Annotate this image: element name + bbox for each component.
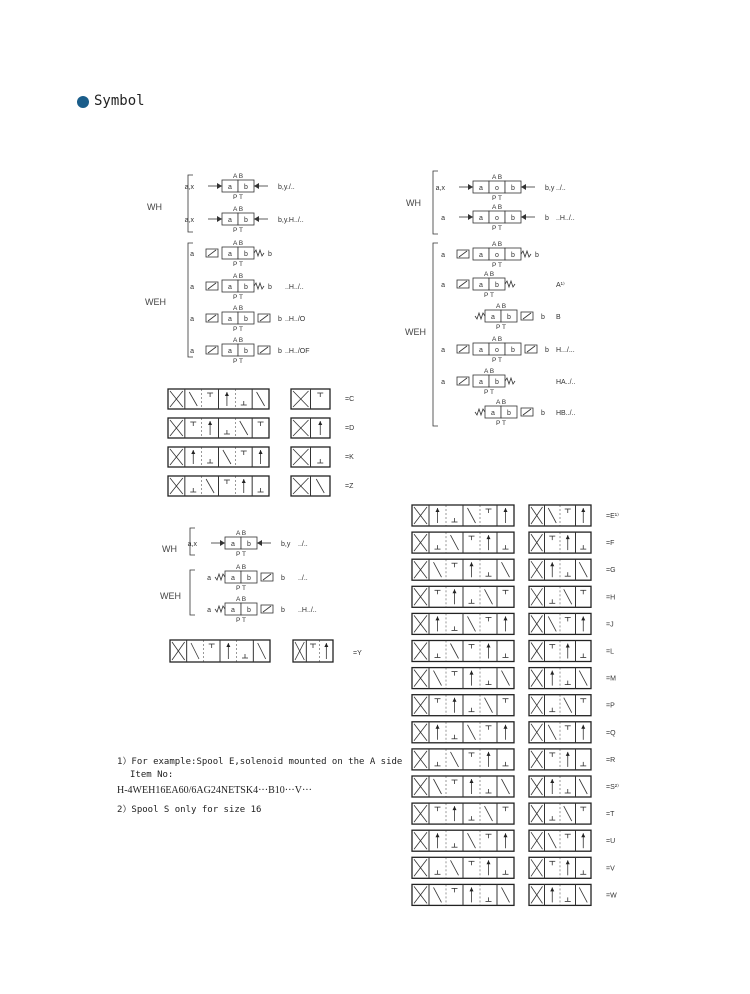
actuator-a-label: a (190, 316, 194, 323)
valve-box-label: b (244, 217, 248, 224)
symbol-code-label: ..H../.. (556, 215, 575, 222)
spool-right-small (529, 613, 591, 634)
port-label-ab: A B (235, 596, 247, 603)
symbol-code-label: ../.. (285, 184, 295, 191)
actuator-b-label: b,y (545, 185, 555, 192)
spool-code-label: =J (606, 621, 614, 629)
valve-box-label: b (511, 252, 515, 259)
spring-icon (215, 606, 225, 612)
valve-box-label: b (247, 575, 251, 582)
port-label-ab: A B (491, 241, 503, 248)
valve-box-label: a (479, 379, 483, 386)
valve-box-label: a (479, 347, 483, 354)
symbol-code-label: ..H../.. (285, 217, 304, 224)
port-label-pt: P T (492, 195, 502, 202)
valve-box-label: a (491, 314, 495, 321)
arrow-icon (468, 214, 473, 220)
port-label-pt: P T (233, 261, 243, 268)
spool-y-small (293, 640, 333, 662)
valve-box-label: o (495, 347, 499, 354)
spool-right-main (412, 505, 514, 526)
spool-right-main (412, 586, 514, 607)
port-label-pt: P T (233, 358, 243, 365)
actuator-a-label: a (190, 251, 194, 258)
valve-box-label: a (479, 215, 483, 222)
spool-right-small (529, 559, 591, 580)
actuator-a-label: a (207, 607, 211, 614)
arrow-icon (254, 216, 259, 222)
actuator-b-label: b (545, 347, 549, 354)
actuator-a-label: a (190, 284, 194, 291)
arrow-icon (257, 540, 262, 546)
symbol-code-label: ..H../.. (285, 284, 304, 291)
spool-left-main (168, 476, 269, 496)
spool-code-label: =H (606, 594, 616, 602)
spool-right-small (529, 668, 591, 689)
spool-right-main (412, 884, 514, 905)
spool-code-label: =G (606, 567, 616, 575)
spring-icon (254, 250, 264, 256)
valve-box-label: a (231, 607, 235, 614)
valve-box-label: a (228, 251, 232, 258)
spool-right-main (412, 722, 514, 743)
port-label-ab: A B (495, 303, 507, 310)
valve-box-label: a (491, 410, 495, 417)
valve-b-weh-1 (207, 564, 308, 592)
spool-right-small (529, 505, 591, 526)
port-label-ab: A B (491, 204, 503, 211)
spool-code-label: =V (606, 865, 615, 873)
valve-b-weh-2 (207, 596, 317, 624)
spool-left-small (291, 389, 330, 409)
spool-right-small (529, 830, 591, 851)
valve-box-label: b (244, 316, 248, 323)
symbol-code-label: ..H../OF (285, 348, 310, 355)
spring-icon (521, 251, 531, 257)
item-number-code: H-4WEH16EA60/6AG24NETSK4···B10···V··· (117, 785, 312, 796)
spool-right-main (412, 641, 514, 662)
valve-box-label: b (244, 184, 248, 191)
valve-wh-1 (185, 173, 295, 201)
spool-right-main (412, 857, 514, 878)
spool-y-main (170, 640, 270, 662)
symbol-code-label: HA../.. (556, 379, 576, 386)
port-label-pt: P T (236, 551, 246, 558)
spring-icon (475, 313, 485, 319)
spool-right-small (529, 722, 591, 743)
spool-right-main (412, 559, 514, 580)
spool-right-small (529, 695, 591, 716)
spool-right-small (529, 586, 591, 607)
valve-box-label: b (507, 410, 511, 417)
valve-weh-3 (190, 305, 306, 333)
spool-right-main (412, 668, 514, 689)
spool-code-label: =W (606, 892, 617, 900)
arrow-icon (521, 184, 526, 190)
valve-r-weh-4 (441, 336, 575, 364)
symbol-code-label: A¹⁾ (556, 282, 565, 289)
arrow-icon (521, 214, 526, 220)
port-label-pt: P T (233, 294, 243, 301)
bracket-weh-right (433, 243, 438, 426)
port-label-pt: P T (233, 194, 243, 201)
actuator-b-label: b,y (278, 184, 288, 191)
spool-right-small (529, 532, 591, 553)
actuator-a-label: a,x (435, 185, 445, 192)
port-label-ab: A B (235, 564, 247, 571)
port-label-pt: P T (236, 617, 246, 624)
valve-box-label: b (244, 348, 248, 355)
port-label-ab: A B (232, 206, 244, 213)
actuator-a-label: a (441, 252, 445, 259)
port-label-pt: P T (236, 585, 246, 592)
spool-right-small (529, 641, 591, 662)
actuator-b-label: b,y (278, 217, 288, 224)
bracket-weh-bottom (190, 570, 195, 615)
spool-code-label: =F (606, 540, 615, 548)
valve-box-label: a (231, 575, 235, 582)
valve-box-label: b (244, 251, 248, 258)
spring-icon (215, 574, 225, 580)
spool-left-main (168, 418, 269, 438)
valve-weh-4 (190, 337, 309, 365)
spool-code-label: =T (606, 811, 615, 819)
bracket-wh-right (433, 171, 438, 234)
actuator-a-label: a (207, 575, 211, 582)
valve-r-wh-2 (441, 204, 575, 232)
symbol-code-label: ../.. (556, 185, 566, 192)
valve-box-label: a (479, 185, 483, 192)
spool-left-main (168, 389, 269, 409)
spool-left-main (168, 447, 269, 467)
port-label-pt: P T (496, 420, 506, 427)
spool-right-small (529, 857, 591, 878)
actuator-a-label: a (441, 379, 445, 386)
spring-icon (505, 378, 515, 384)
port-label-pt: P T (233, 326, 243, 333)
symbol-code-label: B (556, 314, 561, 321)
actuator-a-label: a (190, 348, 194, 355)
group-label-weh-right: WEH (405, 327, 426, 337)
actuator-b-label: b (281, 607, 285, 614)
spool-code-label: =K (345, 454, 354, 461)
symbol-code-label: H.../... (556, 347, 575, 354)
item-number-label: Item No: (130, 770, 174, 780)
spool-right-main (412, 776, 514, 797)
actuator-a-label: a (441, 347, 445, 354)
spool-left-small (291, 476, 330, 496)
actuator-b-label: b,y (281, 541, 291, 548)
port-label-ab: A B (235, 530, 247, 537)
valve-box-label: b (511, 347, 515, 354)
port-label-pt: P T (484, 389, 494, 396)
valve-box-label: o (495, 185, 499, 192)
valve-box-label: a (228, 348, 232, 355)
port-label-ab: A B (232, 273, 244, 280)
spool-right-small (529, 884, 591, 905)
spool-left-small (291, 418, 330, 438)
actuator-b-label: b (541, 314, 545, 321)
port-label-ab: A B (483, 271, 495, 278)
valve-box-label: a (479, 282, 483, 289)
valve-wh-2 (185, 206, 304, 234)
footnote-1: 1）For example:Spool E,solenoid mounted on the A side (117, 757, 403, 767)
spool-code-label: =Q (606, 729, 616, 737)
arrow-icon (254, 183, 259, 189)
valve-weh-1 (190, 240, 272, 268)
actuator-a-label: a,x (184, 184, 194, 191)
spool-right-small (529, 803, 591, 824)
valve-r-wh-1 (436, 174, 566, 202)
actuator-b-label: b (278, 348, 282, 355)
bracket-weh (188, 243, 193, 357)
spring-icon (475, 409, 485, 415)
valve-b-wh (188, 530, 308, 558)
actuator-b-label: b (278, 316, 282, 323)
spool-left-small (291, 447, 330, 467)
spool-code-label: =D (345, 425, 355, 432)
group-label-wh-bottom: WH (162, 544, 177, 554)
valve-r-weh-1 (441, 241, 539, 269)
symbol-code-label: ../.. (298, 541, 308, 548)
valve-weh-2 (190, 273, 304, 301)
spool-right-main (412, 803, 514, 824)
spool-right-small (529, 776, 591, 797)
valve-box-label: a (479, 252, 483, 259)
valve-box-label: b (507, 314, 511, 321)
spool-code-label: =C (345, 396, 355, 403)
actuator-a-label: a (441, 282, 445, 289)
spool-right-main (412, 613, 514, 634)
arrow-icon (217, 216, 222, 222)
actuator-b-label: b (268, 284, 272, 291)
valve-box-label: b (511, 185, 515, 192)
symbol-code-label: ..H../O (285, 316, 306, 323)
spool-code-label: =Z (345, 483, 354, 490)
port-label-pt: P T (492, 262, 502, 269)
valve-box-label: o (495, 215, 499, 222)
spool-right-small (529, 749, 591, 770)
arrow-icon (468, 184, 473, 190)
spool-code-label: =M (606, 675, 616, 683)
symbol-code-label: ..H../.. (298, 607, 317, 614)
valve-r-weh-5 (441, 368, 575, 396)
valve-box-label: b (495, 379, 499, 386)
valve-r-weh-6 (475, 399, 576, 427)
arrow-icon (217, 183, 222, 189)
valve-r-weh-2 (441, 271, 565, 299)
spring-icon (505, 281, 515, 287)
valve-box-label: o (495, 252, 499, 259)
actuator-b-label: b (541, 410, 545, 417)
port-label-ab: A B (491, 336, 503, 343)
valve-box-label: a (228, 184, 232, 191)
valve-box-label: a (228, 284, 232, 291)
spool-right-main (412, 695, 514, 716)
valve-box-label: b (247, 541, 251, 548)
section-title: Symbol (94, 93, 145, 109)
group-label-weh: WEH (145, 297, 166, 307)
actuator-a-label: a (441, 215, 445, 222)
port-label-ab: A B (232, 173, 244, 180)
actuator-a-label: a,x (187, 541, 197, 548)
spool-right-main (412, 532, 514, 553)
valve-box-label: b (244, 284, 248, 291)
group-label-wh: WH (147, 202, 162, 212)
group-label-weh-bottom: WEH (160, 591, 181, 601)
valve-box-label: b (495, 282, 499, 289)
port-label-ab: A B (232, 240, 244, 247)
spool-right-main (412, 749, 514, 770)
port-label-pt: P T (492, 225, 502, 232)
spool-code-label: =R (606, 756, 616, 764)
spool-code-label: =P (606, 702, 615, 710)
spring-icon (254, 283, 264, 289)
port-label-ab: A B (491, 174, 503, 181)
footnote-2: 2）Spool S only for size 16 (117, 805, 262, 815)
port-label-ab: A B (232, 337, 244, 344)
spool-outline (293, 640, 333, 662)
actuator-b-label: b (545, 215, 549, 222)
spool-code-label: =L (606, 648, 614, 656)
spool-right-main (412, 830, 514, 851)
spool-code-label: =U (606, 838, 616, 846)
spool-code-label: =Y (353, 650, 362, 657)
actuator-a-label: a,x (184, 217, 194, 224)
port-label-ab: A B (483, 368, 495, 375)
actuator-b-label: b (281, 575, 285, 582)
actuator-b-label: b (535, 252, 539, 259)
valve-box-label: a (228, 316, 232, 323)
spool-code-label: =E¹⁾ (606, 513, 619, 520)
valve-box-label: b (511, 215, 515, 222)
symbol-code-label: HB../.. (556, 410, 576, 417)
spool-code-label: =S²⁾ (606, 784, 619, 791)
group-label-wh-right: WH (406, 198, 421, 208)
port-label-pt: P T (496, 324, 506, 331)
port-label-pt: P T (484, 292, 494, 299)
port-label-ab: A B (232, 305, 244, 312)
valve-box-label: a (228, 217, 232, 224)
port-label-pt: P T (233, 227, 243, 234)
port-label-pt: P T (492, 357, 502, 364)
actuator-b-label: b (268, 251, 272, 258)
valve-box-label: a (231, 541, 235, 548)
valve-box-label: b (247, 607, 251, 614)
symbol-code-label: ../.. (298, 575, 308, 582)
port-label-ab: A B (495, 399, 507, 406)
arrow-icon (220, 540, 225, 546)
valve-r-weh-3 (475, 303, 561, 331)
